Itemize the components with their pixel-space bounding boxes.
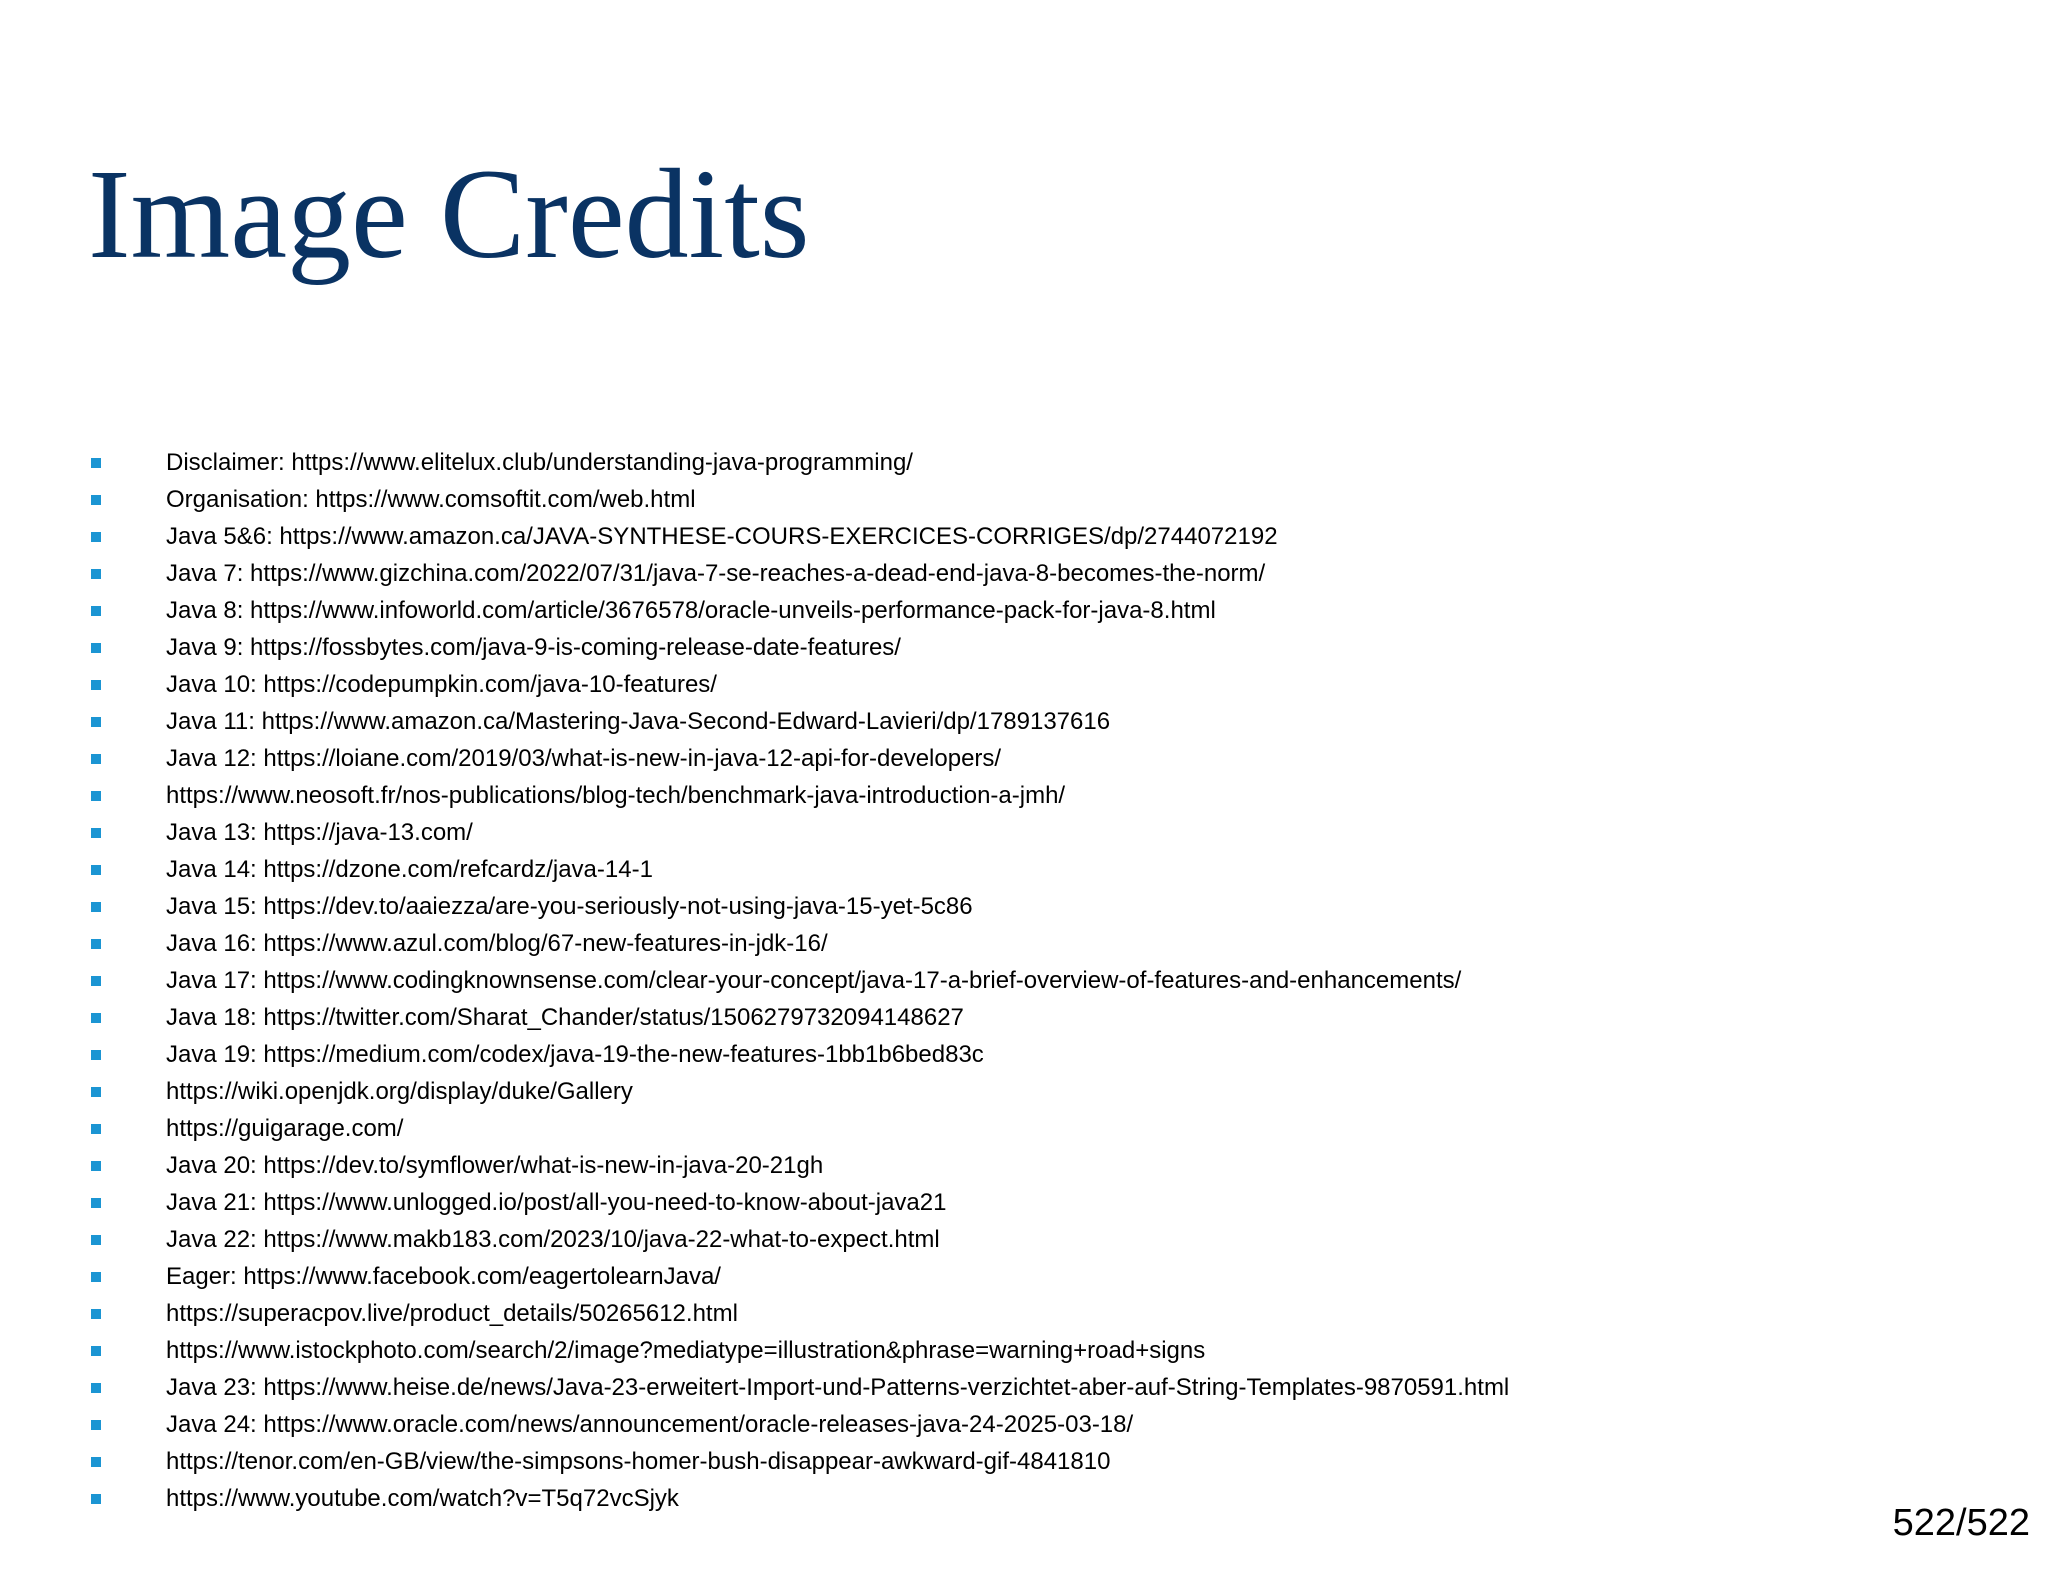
square-bullet-icon <box>91 569 101 579</box>
credit-text: Java 15: https://dev.to/aaiezza/are-you-seriously-not-using-java-15-yet-5c86 <box>166 893 973 920</box>
credit-text: Java 22: https://www.makb183.com/2023/10/java-22-what-to-expect.html <box>166 1226 940 1253</box>
credit-text: Java 20: https://dev.to/symflower/what-is-new-in-java-20-21gh <box>166 1152 824 1179</box>
square-bullet-icon <box>91 1383 101 1393</box>
square-bullet-icon <box>91 976 101 986</box>
square-bullet-icon <box>91 1235 101 1245</box>
credit-text: Disclaimer: https://www.elitelux.club/understanding-java-programming/ <box>166 449 913 476</box>
square-bullet-icon <box>91 495 101 505</box>
square-bullet-icon <box>91 1494 101 1504</box>
square-bullet-icon <box>91 717 101 727</box>
square-bullet-icon <box>91 532 101 542</box>
credit-text: https://www.youtube.com/watch?v=T5q72vcSjyk <box>166 1485 679 1512</box>
credit-text: Java 19: https://medium.com/codex/java-19-the-new-features-1bb1b6bed83c <box>166 1041 984 1068</box>
credit-text: https://superacpov.live/product_details/50265612.html <box>166 1300 738 1327</box>
square-bullet-icon <box>91 902 101 912</box>
credit-text: https://wiki.openjdk.org/display/duke/Gallery <box>166 1078 633 1105</box>
credit-text: Java 14: https://dzone.com/refcardz/java-14-1 <box>166 856 653 883</box>
square-bullet-icon <box>91 828 101 838</box>
square-bullet-icon <box>91 865 101 875</box>
square-bullet-icon <box>91 1309 101 1319</box>
credit-text: Java 10: https://codepumpkin.com/java-10-features/ <box>166 671 717 698</box>
square-bullet-icon <box>91 939 101 949</box>
square-bullet-icon <box>91 1050 101 1060</box>
page-number: 522/522 <box>1892 1502 2030 1544</box>
credit-text: https://www.istockphoto.com/search/2/image?mediatype=illustration&phrase=warning+road+signs <box>166 1337 1206 1364</box>
credit-text: https://tenor.com/en-GB/view/the-simpsons-homer-bush-disappear-awkward-gif-4841810 <box>166 1448 1111 1475</box>
credit-text: Java 18: https://twitter.com/Sharat_Chander/status/1506279732094148627 <box>166 1004 964 1031</box>
square-bullet-icon <box>91 1198 101 1208</box>
credit-text: Java 7: https://www.gizchina.com/2022/07/31/java-7-se-reaches-a-dead-end-java-8-becomes-the-norm/ <box>166 560 1266 587</box>
credit-text: Java 17: https://www.codingknownsense.com/clear-your-concept/java-17-a-brief-overview-of-features-and-enhancements/ <box>166 967 1462 994</box>
credit-text: Java 13: https://java-13.com/ <box>166 819 473 846</box>
square-bullet-icon <box>91 791 101 801</box>
square-bullet-icon <box>91 680 101 690</box>
square-bullet-icon <box>91 1013 101 1023</box>
square-bullet-icon <box>91 1087 101 1097</box>
credit-text: https://www.neosoft.fr/nos-publications/blog-tech/benchmark-java-introduction-a-jmh/ <box>166 782 1066 809</box>
slide-title: Image Credits <box>88 143 810 285</box>
square-bullet-icon <box>91 754 101 764</box>
square-bullet-icon <box>91 458 101 468</box>
credit-text: Java 21: https://www.unlogged.io/post/all-you-need-to-know-about-java21 <box>166 1189 947 1216</box>
credit-text: Java 23: https://www.heise.de/news/Java-23-erweitert-Import-und-Patterns-verzichtet-aber-auf-String-Templates-9870591.html <box>166 1374 1510 1401</box>
square-bullet-icon <box>91 1124 101 1134</box>
square-bullet-icon <box>91 1346 101 1356</box>
credit-text: Java 12: https://loiane.com/2019/03/what-is-new-in-java-12-api-for-developers/ <box>166 745 1002 772</box>
credit-text: Java 11: https://www.amazon.ca/Mastering-Java-Second-Edward-Lavieri/dp/1789137616 <box>166 708 1111 735</box>
square-bullet-icon <box>91 1272 101 1282</box>
square-bullet-icon <box>91 643 101 653</box>
square-bullet-icon <box>91 1161 101 1171</box>
square-bullet-icon <box>91 606 101 616</box>
credit-text: Java 8: https://www.infoworld.com/article/3676578/oracle-unveils-performance-pack-for-java-8.html <box>166 597 1216 624</box>
square-bullet-icon <box>91 1457 101 1467</box>
credit-text: Java 24: https://www.oracle.com/news/announcement/oracle-releases-java-24-2025-03-18/ <box>166 1411 1134 1438</box>
credit-text: Java 5&6: https://www.amazon.ca/JAVA-SYNTHESE-COURS-EXERCICES-CORRIGES/dp/2744072192 <box>166 523 1278 550</box>
credit-text: Java 16: https://www.azul.com/blog/67-new-features-in-jdk-16/ <box>166 930 828 957</box>
credit-text: Java 9: https://fossbytes.com/java-9-is-coming-release-date-features/ <box>166 634 901 661</box>
credit-text: https://guigarage.com/ <box>166 1115 404 1142</box>
credit-text: Organisation: https://www.comsoftit.com/web.html <box>166 486 696 513</box>
square-bullet-icon <box>91 1420 101 1430</box>
credit-text: Eager: https://www.facebook.com/eagertolearnJava/ <box>166 1263 721 1290</box>
